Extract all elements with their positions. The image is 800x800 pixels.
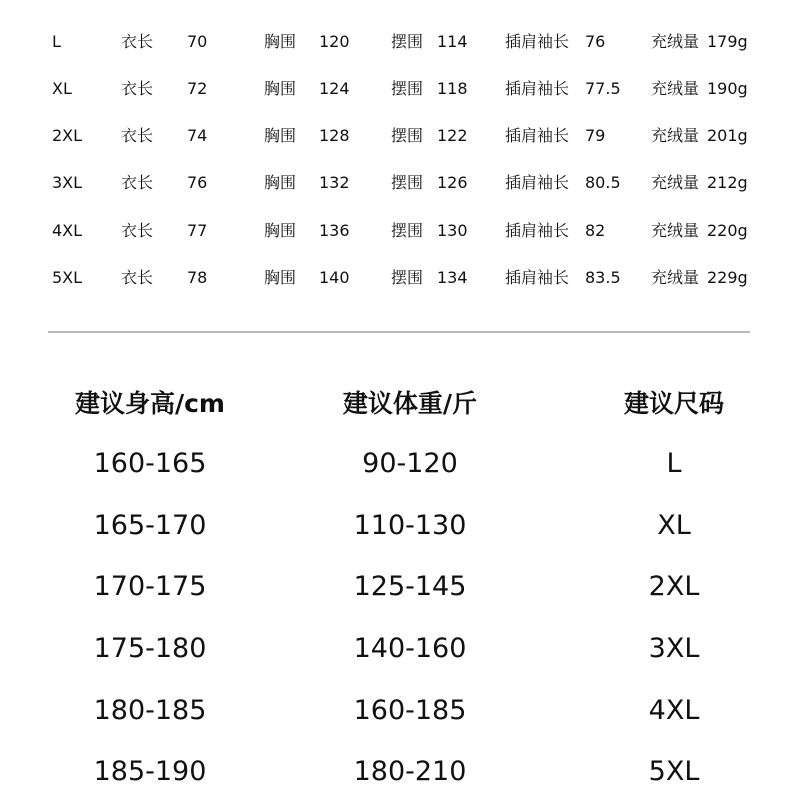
chest-value: 140	[319, 268, 350, 287]
weight-range: 160-185	[353, 695, 467, 726]
fill-label: 充绒量	[651, 268, 700, 287]
sleeve-label: 插肩袖长	[505, 79, 570, 98]
length-label: 衣长	[121, 221, 154, 240]
height-range: 185-190	[93, 756, 207, 787]
hem-value: 122	[437, 126, 468, 145]
height-range: 170-175	[93, 571, 207, 602]
size-recommendation-table	[0, 370, 800, 800]
hem-label: 摆围	[391, 173, 424, 192]
chest-label: 胸围	[264, 221, 297, 240]
recommended-size: 2XL	[648, 571, 700, 602]
recommended-size: 5XL	[648, 756, 700, 787]
hem-value: 130	[437, 221, 468, 240]
weight-range: 90-120	[362, 448, 458, 479]
length-value: 74	[187, 126, 208, 145]
size-value: 3XL	[52, 173, 83, 192]
hem-value: 126	[437, 173, 468, 192]
recommendation-row	[0, 689, 800, 733]
chest-value: 124	[319, 79, 350, 98]
sleeve-value: 82	[585, 221, 606, 240]
size-chart-row	[0, 216, 800, 246]
chest-label: 胸围	[264, 268, 297, 287]
size-value: XL	[52, 79, 72, 98]
length-label: 衣长	[121, 32, 154, 51]
fill-label: 充绒量	[651, 32, 700, 51]
chest-value: 120	[319, 32, 350, 51]
sleeve-label: 插肩袖长	[505, 32, 570, 51]
fill-value: 179g	[707, 32, 748, 51]
chest-value: 136	[319, 221, 350, 240]
recommendation-row	[0, 627, 800, 671]
sleeve-value: 76	[585, 32, 606, 51]
fill-value: 220g	[707, 221, 748, 240]
weight-range: 180-210	[353, 756, 467, 787]
section-divider	[48, 331, 750, 333]
hem-label: 摆围	[391, 32, 424, 51]
recommended-size: XL	[657, 510, 691, 541]
length-label: 衣长	[121, 79, 154, 98]
hem-label: 摆围	[391, 221, 424, 240]
sleeve-label: 插肩袖长	[505, 173, 570, 192]
sleeve-label: 插肩袖长	[505, 126, 570, 145]
recommended-size: 4XL	[648, 695, 700, 726]
fill-label: 充绒量	[651, 173, 700, 192]
fill-value: 212g	[707, 173, 748, 192]
size-chart-row	[0, 121, 800, 151]
recommendation-row	[0, 565, 800, 609]
sleeve-value: 83.5	[585, 268, 621, 287]
weight-range: 110-130	[353, 510, 467, 541]
length-label: 衣长	[121, 268, 154, 287]
size-chart-row	[0, 168, 800, 198]
size-chart-row	[0, 27, 800, 57]
weight-header: 建议体重/斤	[342, 389, 478, 418]
recommendation-row	[0, 504, 800, 548]
length-value: 72	[187, 79, 208, 98]
fill-label: 充绒量	[651, 221, 700, 240]
fill-value: 201g	[707, 126, 748, 145]
length-label: 衣长	[121, 173, 154, 192]
weight-range: 140-160	[353, 633, 467, 664]
height-range: 160-165	[93, 448, 207, 479]
fill-label: 充绒量	[651, 79, 700, 98]
recommended-size: L	[666, 448, 682, 479]
sleeve-value: 79	[585, 126, 606, 145]
recommendation-row	[0, 750, 800, 794]
sleeve-value: 80.5	[585, 173, 621, 192]
size-chart-table	[0, 0, 800, 300]
chest-label: 胸围	[264, 126, 297, 145]
length-value: 78	[187, 268, 208, 287]
fill-value: 190g	[707, 79, 748, 98]
sleeve-label: 插肩袖长	[505, 268, 570, 287]
sleeve-label: 插肩袖长	[505, 221, 570, 240]
size-header: 建议尺码	[623, 389, 724, 418]
hem-value: 134	[437, 268, 468, 287]
chest-label: 胸围	[264, 173, 297, 192]
chest-label: 胸围	[264, 79, 297, 98]
hem-value: 114	[437, 32, 468, 51]
height-range: 180-185	[93, 695, 207, 726]
fill-label: 充绒量	[651, 126, 700, 145]
height-range: 175-180	[93, 633, 207, 664]
hem-label: 摆围	[391, 79, 424, 98]
recommended-size: 3XL	[648, 633, 700, 664]
hem-value: 118	[437, 79, 468, 98]
length-value: 70	[187, 32, 208, 51]
chest-label: 胸围	[264, 32, 297, 51]
fill-value: 229g	[707, 268, 748, 287]
sleeve-value: 77.5	[585, 79, 621, 98]
height-range: 165-170	[93, 510, 207, 541]
length-value: 77	[187, 221, 208, 240]
weight-range: 125-145	[353, 571, 467, 602]
chest-value: 128	[319, 126, 350, 145]
size-value: 4XL	[52, 221, 83, 240]
size-value: L	[52, 32, 61, 51]
hem-label: 摆围	[391, 268, 424, 287]
size-chart-row	[0, 263, 800, 293]
size-value: 5XL	[52, 268, 83, 287]
size-chart-row	[0, 74, 800, 104]
hem-label: 摆围	[391, 126, 424, 145]
height-header: 建议身高/cm	[74, 389, 225, 418]
size-value: 2XL	[52, 126, 83, 145]
chest-value: 132	[319, 173, 350, 192]
length-label: 衣长	[121, 126, 154, 145]
recommendation-row	[0, 442, 800, 486]
length-value: 76	[187, 173, 208, 192]
